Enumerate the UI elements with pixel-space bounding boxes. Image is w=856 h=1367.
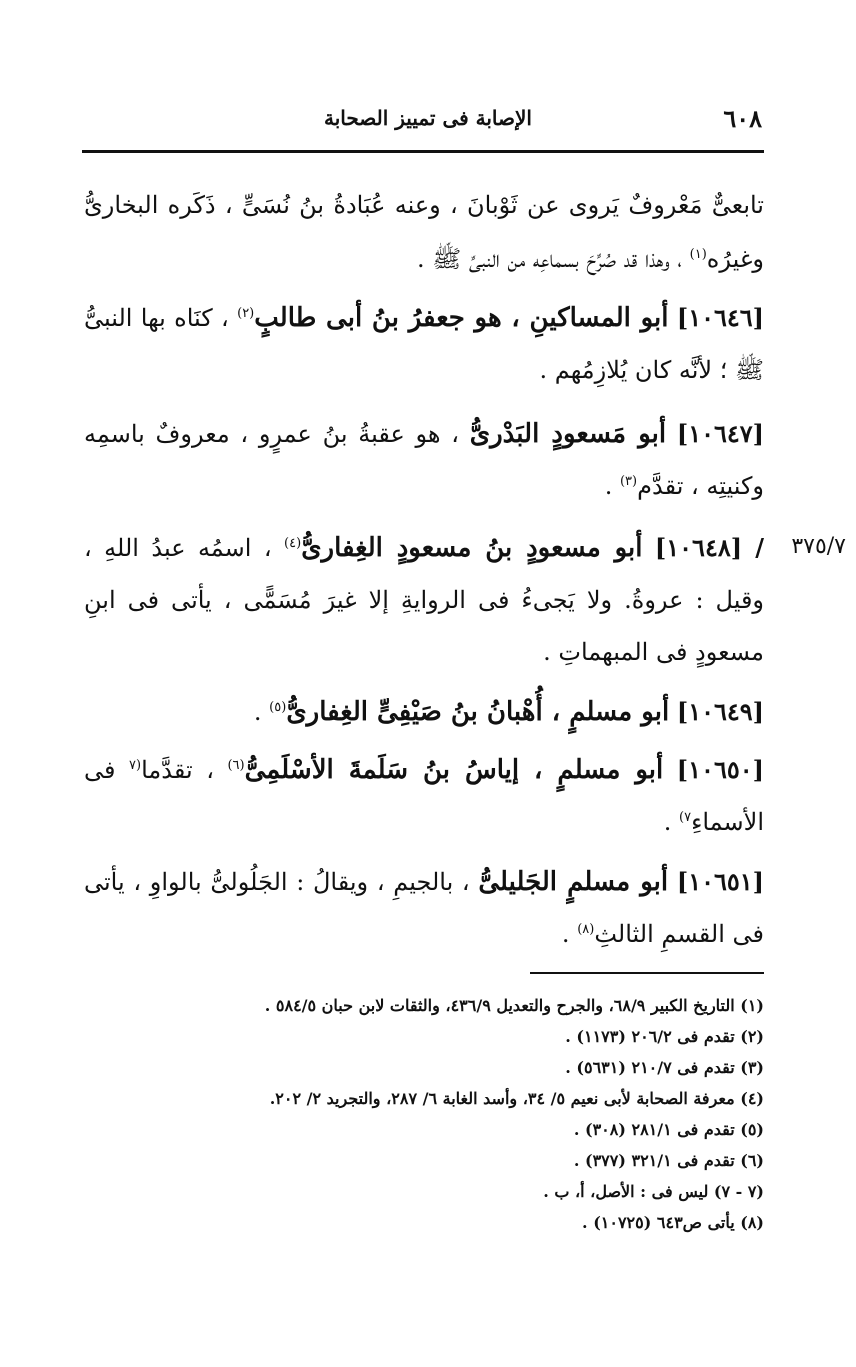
header-rule xyxy=(82,150,764,153)
footnote-ref: (٢) xyxy=(237,306,255,321)
entry-number: [١٠٦٤٦] xyxy=(676,303,764,332)
entry-text-after: . xyxy=(604,472,613,500)
running-title: الإصابة فى تمييز الصحابة xyxy=(324,106,532,130)
footnote-5: (٥) تقدم فى ٢٨١/١ (٣٠٨) . xyxy=(573,1120,764,1139)
entry-name: أبو مسلمٍ ، أُهْبانُ بنُ صَيْفِىٍّ الغِفارىُّ xyxy=(286,697,670,727)
page-header xyxy=(84,104,762,140)
footnote-7: (٧ - ٧) ليس فى : الأصل، أ، ب . xyxy=(543,1182,764,1201)
entry-text: ، هو عقبةُ بنُ عمرٍو ، معروفٌ باسمِه وكنيتِه ، تقدَّم xyxy=(84,420,764,500)
entry-name: أبو مَسعودٍ البَدْرىُّ xyxy=(469,419,667,449)
margin-reference: ٣٧٥/٧ xyxy=(791,534,846,559)
entry-number: [١٠٦٥١] xyxy=(676,867,764,896)
footnote-3: (٣) تقدم فى ٢١٠/٧ (٥٦٣١) . xyxy=(565,1058,764,1077)
entry-10649 xyxy=(84,686,764,738)
entry-name: أبو مسعودٍ بنُ مسعودٍ الغِفارىُّ xyxy=(301,533,643,563)
entry-number: [١٠٦٤٧] xyxy=(676,419,765,448)
footnote-8: (٨) يأتى ص٦٤٣ (١٠٧٢٥) . xyxy=(582,1213,764,1232)
entry-text: ، اسمُه عبدُ اللهِ ، وقيل : عروةُ. ولا يَجىءُ فى الروايةِ إلا غيرَ مُسَمًّى ، يأتى فى ابنِ مسعودٍ فى المبهماتِ . xyxy=(84,534,764,666)
entry-text-mid: فى الأسماءِ xyxy=(84,756,764,836)
entry-number: / [١٠٦٤٨] xyxy=(654,533,764,562)
page-number: ٦٠٨ xyxy=(723,104,762,133)
entry-text: . xyxy=(253,698,262,726)
entry-text-after: . xyxy=(561,920,570,948)
entry-text: ، كنَاه بها النبىُّ ﷺ ؛ لأنَّه كان يُلازِمُهم . xyxy=(84,304,764,384)
entry-text-after: . xyxy=(663,808,672,836)
entry-text: ، بالجيمِ ، ويقالُ : الجَلُولىُّ بالواوِ ، يأتى فى القسمِ الثالثِ xyxy=(84,868,764,948)
footnote-ref: (٨) xyxy=(577,922,595,937)
footnote-ref: (٣) xyxy=(619,474,638,489)
footnote-ref: ٧) xyxy=(679,810,692,825)
footnote-ref: (٥) xyxy=(269,700,287,715)
footnote-4: (٤) معرفة الصحابة لأبى نعيم ٥/ ٣٤، وأسد الغابة ٦/ ٢٨٧، والتجريد ٢/ ٢٠٢. xyxy=(269,1089,764,1108)
entry-10648 xyxy=(84,522,764,678)
entry-number: [١٠٦٥٠] xyxy=(676,755,764,784)
entry-10650 xyxy=(84,744,764,848)
entry-text: ، تقدَّما xyxy=(141,756,214,784)
entry-number: [١٠٦٤٩] xyxy=(676,697,764,726)
footnote-ref: (١) xyxy=(689,247,707,262)
entry-10646 xyxy=(84,292,764,396)
footnote-6: (٦) تقدم فى ٣٢١/١ (٣٧٧) . xyxy=(573,1151,764,1170)
intro-text: تابعىٌّ مَعْروفٌ يَروى عن ثَوْبانَ ، وعنه عُبَادةُ بنُ نُسَىٍّ ، ذَكَره البخارىُّ وغيرُه xyxy=(84,191,764,273)
intro-paragraph xyxy=(84,178,764,286)
footnotes xyxy=(84,990,764,1238)
entry-name: أبو المساكينِ ، هو جعفرُ بنُ أبى طالبٍ xyxy=(254,303,669,333)
footnote-ref: (٤) xyxy=(284,536,302,551)
entry-10647 xyxy=(84,408,764,512)
entry-10651 xyxy=(84,856,764,960)
footnote-2: (٢) تقدم فى ٢٠٦/٢ (١١٧٣) . xyxy=(565,1027,764,1046)
footnote-1: (١) التاريخ الكبير ٦٨/٩، والجرح والتعديل ٤٣٦/٩، والثقات لابن حبان ٥٨٤/٥ . xyxy=(264,996,764,1015)
intro-text-after: ، وهذا قد صُرِّحَ بسماعِه من النبىِّ ﷺ . xyxy=(417,245,683,273)
entry-name: أبو مسلمٍ الجَليلىُّ xyxy=(478,867,669,897)
footnote-rule xyxy=(530,972,764,974)
entry-name: أبو مسلمٍ ، إياسُ بنُ سَلَمةَ الأسْلَمِىُّ xyxy=(244,755,664,785)
footnote-ref: (٦) xyxy=(227,758,245,773)
footnote-ref: (٧ xyxy=(129,758,142,773)
